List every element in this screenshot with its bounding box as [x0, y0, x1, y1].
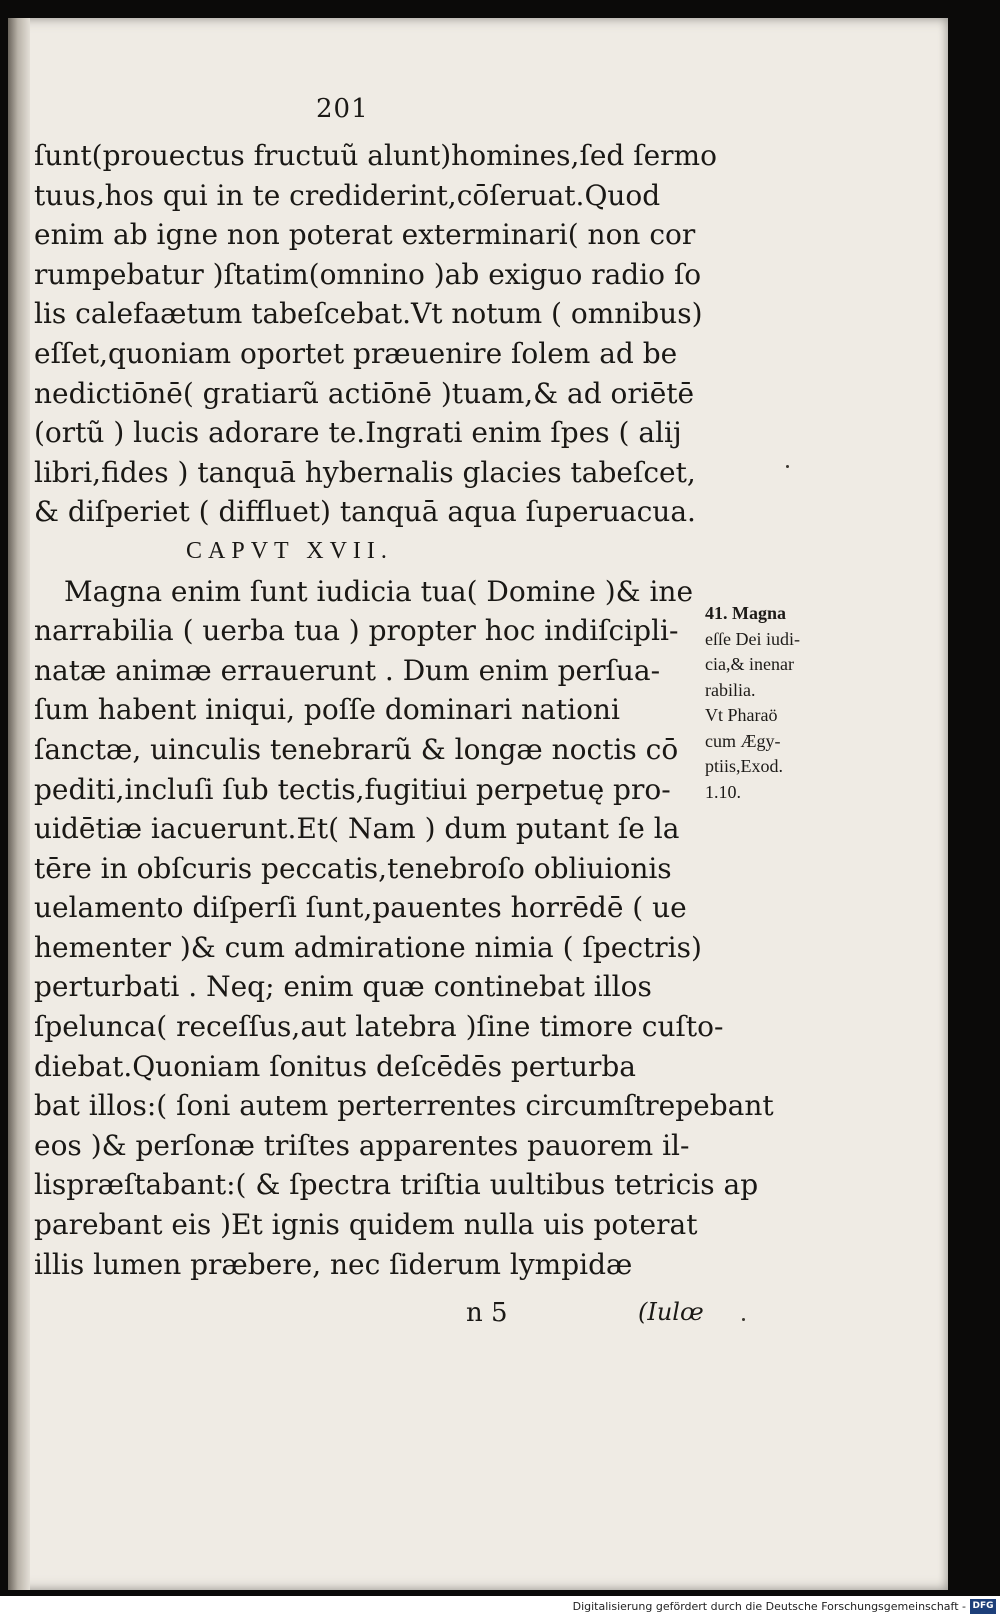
text-line: narrabilia ( uerba tua ) propter hoc indiſcipli- — [34, 614, 679, 648]
text-line: lispræſtabant:( & ſpectra triſtia uultibus tetricis ap — [34, 1168, 759, 1202]
text-line: ſum habent iniqui, poſſe dominari nationi — [34, 693, 620, 727]
text-line: ſunt(prouectus fructuũ alunt)homines,ſed ſermo — [34, 139, 717, 172]
text-line: hementer )& cum admiratione nimia ( ſpectris) — [34, 930, 702, 964]
book-page — [8, 18, 948, 1590]
ink-speck — [742, 1318, 745, 1321]
text-line: (ortũ ) lucis adorare te.Ingrati enim ſpes ( alij — [34, 416, 682, 450]
catchword: (Iulœ — [638, 1298, 704, 1326]
text-line: pediti,incluſi ſub tectis,fugitiui perpetuę pro- — [34, 772, 671, 806]
digitization-credit: Digitalisierung gefördert durch die Deutsche Forschungsgemeinschaft - — [572, 1600, 966, 1613]
page-gutter — [8, 18, 30, 1590]
text-line: natæ animæ errauerunt . Dum enim perſua- — [34, 653, 661, 687]
text-line: tuus,hos qui in te crediderint,cōſeruat.Quod — [34, 178, 661, 212]
text-line: bat illos:( ſoni autem perterrentes circumſtrepebant — [34, 1089, 774, 1123]
text-line: libri,fides ) tanquā hybernalis glacies tabeſcet, — [34, 455, 696, 489]
text-line: Magna enim ſunt iudicia tua( Domine )& ine — [64, 574, 694, 608]
margin-note-line: ptiis,Exod. — [705, 756, 784, 776]
text-line: eſſet,quoniam oportet præuenire ſolem ad be — [34, 336, 678, 370]
margin-note-line: 1.10. — [705, 781, 741, 802]
margin-note-line: rabilia. — [705, 679, 756, 700]
signature-mark: n 5 — [466, 1298, 508, 1328]
dfg-logo[interactable]: DFG — [970, 1599, 996, 1614]
footer-bar — [0, 1596, 1000, 1619]
text-line: nedictiōnē( gratiarũ actiōnē )tuam,& ad oriētē — [34, 376, 695, 410]
ink-speck — [786, 465, 789, 468]
text-line: ſanctæ, uinculis tenebrarũ & longæ noctis cō — [34, 732, 679, 766]
margin-note-line: Vt Pharaö — [705, 705, 778, 725]
text-line: uidētiæ iacuerunt.Et( Nam ) dum putant ſe la — [34, 812, 680, 846]
text-line: & diſperiet ( diffluet) tanquā aqua ſuperuacua. — [34, 495, 696, 529]
text-line: ſpelunca( receſſus,aut latebra )ſine timore cuſto- — [34, 1010, 724, 1044]
text-line: uelamento diſperſi ſunt,pauentes horrēdē ( ue — [34, 891, 687, 925]
text-line: illis lumen præbere, nec ſiderum lympidæ — [34, 1247, 633, 1281]
text-line: eos )& perſonæ triſtes apparentes pauorem il- — [34, 1128, 690, 1162]
chapter-heading: CAPVT XVII. — [186, 537, 393, 564]
text-line: parebant eis )Et ignis quidem nulla uis poterat — [34, 1208, 698, 1242]
text-line: lis calefaætum tabeſcebat.Vt notum ( omnibus) — [34, 297, 703, 331]
page-number: 201 — [316, 94, 369, 124]
text-line: tēre in obſcuris peccatis,tenebroſo obliuionis — [34, 851, 672, 885]
text-line: diebat.Quoniam ſonitus deſcēdēs perturba — [34, 1049, 636, 1083]
text-line: enim ab igne non poterat exterminari( non cor — [34, 218, 696, 252]
margin-note-line: eſſe Dei iudi- — [705, 628, 800, 649]
margin-note-line: cia,& inenar — [705, 654, 794, 674]
text-line: perturbati . Neq; enim quæ continebat illos — [34, 970, 652, 1004]
margin-note-line: 41. Magna — [705, 603, 786, 623]
margin-note — [705, 601, 845, 805]
text-line: rumpebatur )ſtatim(omnino )ab exiguo radio ſo — [34, 257, 702, 291]
margin-note-line: cum Ægy- — [705, 730, 781, 751]
